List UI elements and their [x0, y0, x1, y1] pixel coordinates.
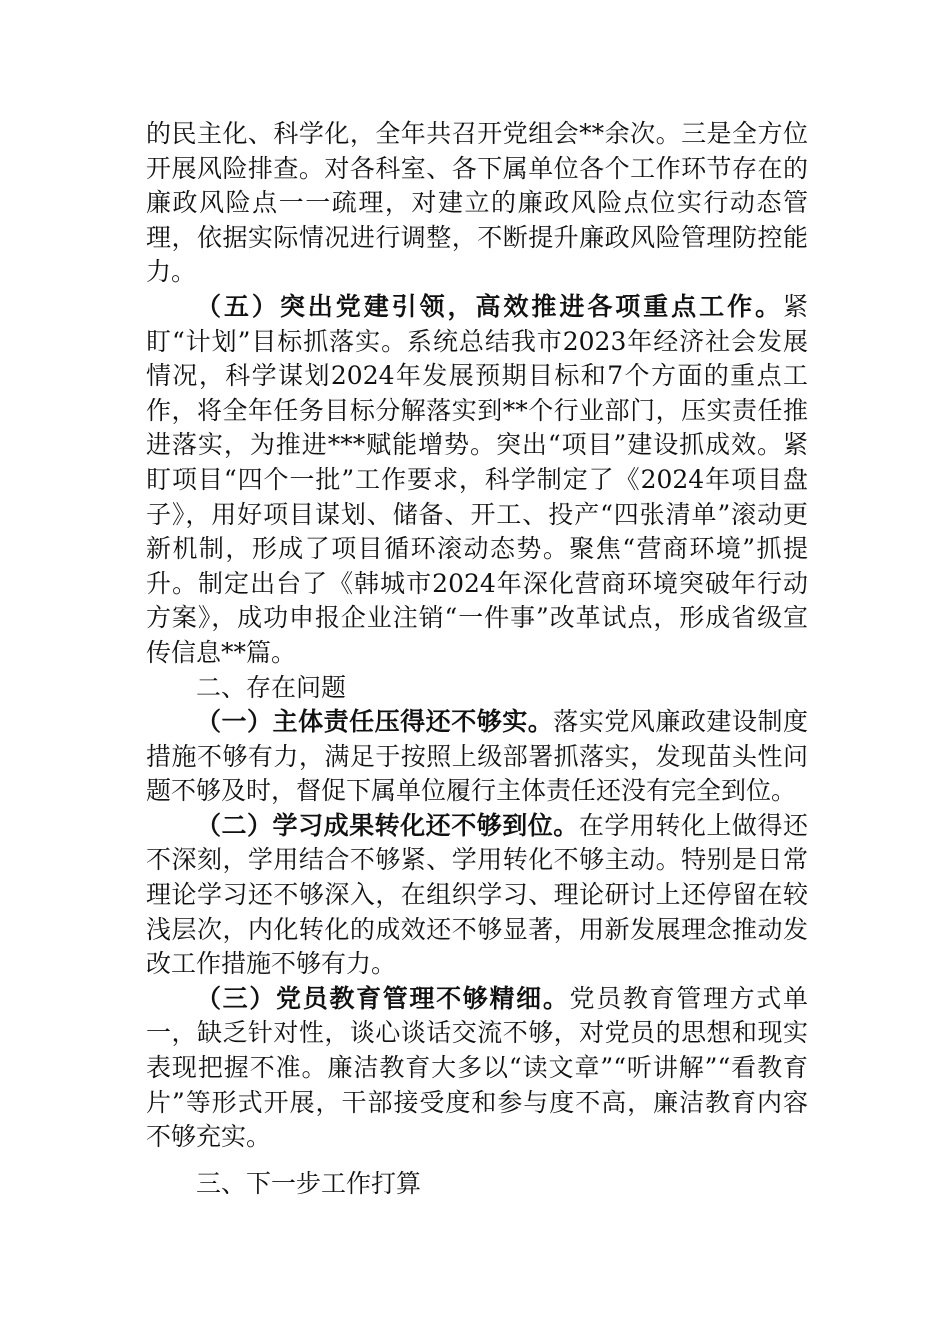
problem-lead: （三）党员教育管理不够精细。	[196, 983, 570, 1013]
paragraph-continuation	[146, 117, 808, 290]
problem-item-two	[146, 809, 808, 982]
paragraph-item-five	[146, 290, 808, 671]
problem-text: 落实党风廉政建设制度措施不够有力，满足于按照上级部署抓落实，发现苗头性问题不够及时，督促下属单位履行主体责任还没有完全到位。	[146, 707, 808, 806]
paragraph-lead: （五）突出党建引领，高效推进各项重点工作。	[196, 291, 783, 321]
section-heading-next-steps: 三、下一步工作打算	[196, 1168, 422, 1198]
paragraph-text: 的民主化、科学化，全年共召开党组会**余次。三是全方位开展风险排查。对各科室、各下属单位各个工作环节存在的廉政风险点一一疏理，对建立的廉政风险点位实行动态管理，依据实际情况进行调整，不断提升廉政风险管理防控能力。	[146, 119, 808, 287]
problem-text: 在学用转化上做得还不深刻，学用结合不够紧、学用转化不够主动。特别是日常理论学习还不够深入，在组织学习、理论研讨上还停留在较浅层次，内化转化的成效还不够显著，用新发展理念推动发改工作措施不够有力。	[146, 810, 808, 979]
problem-lead: （二）学习成果转化还不够到位。	[196, 810, 579, 840]
problem-item-one	[146, 705, 808, 809]
section-heading-problems: 二、存在问题	[196, 672, 347, 702]
problem-item-three	[146, 982, 808, 1155]
problem-lead: （一）主体责任压得还不够实。	[196, 707, 554, 737]
document-body	[146, 117, 808, 1201]
paragraph-text: 紧盯“计划”目标抓落实。系统总结我市2023年经济社会发展情况，科学谋划2024年发展预期目标和7个方面的重点工作，将全年任务目标分解落实到**个行业部门，压实责任推进落实，为推进***赋能增势。突出“项目”建设抓成效。紧盯项目“四个一批”工作要求，科学制定了《2024年项目盘子》，用好项目谋划、储备、开工、投产“四张清单”滚动更新机制，形成了项目循环滚动态势。聚焦“营商环境”抓提升。制定出台了《韩城市2024年深化营商环境突破年行动方案》，成功申报企业注销“一件事”改革试点，形成省级宣传信息**篇。	[146, 291, 808, 667]
problem-text: 党员教育管理方式单一，缺乏针对性，谈心谈话交流不够，对党员的思想和现实表现把握不准。廉洁教育大多以“读文章”“听讲解”“看教育片”等形式开展，干部接受度和参与度不高，廉洁教育内容不够充实。	[146, 983, 808, 1152]
